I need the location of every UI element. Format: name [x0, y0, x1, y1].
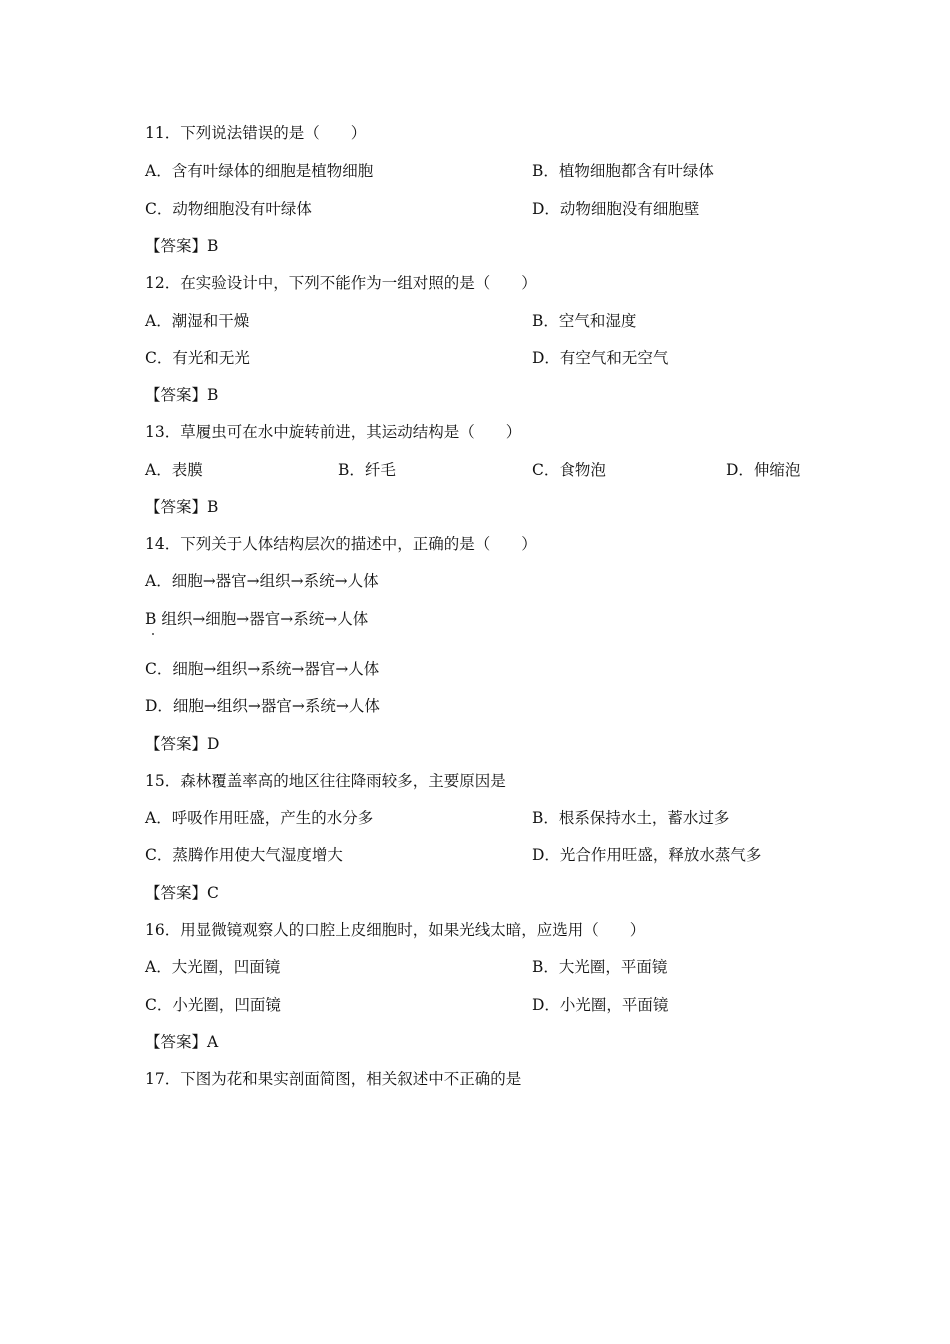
question-13-stem: 13．草履虫可在水中旋转前进，其运动结构是（ ） [145, 423, 522, 441]
question-16-answer: 【答案】A [145, 1033, 219, 1051]
question-12-option-c: C．有光和无光 [145, 349, 250, 367]
question-13-option-c: C．食物泡 [532, 461, 606, 479]
question-14-option-a: A．细胞→器官→组织→系统→人体 [145, 572, 379, 590]
question-11-option-a: A．含有叶绿体的细胞是植物细胞 [145, 162, 374, 180]
stray-mark [152, 633, 154, 635]
question-12-option-a: A．潮湿和干燥 [145, 312, 250, 330]
question-13-answer: 【答案】B [145, 498, 219, 516]
question-14-option-b: B 组织→细胞→器官→系统→人体 [145, 610, 369, 628]
question-16-option-b: B．大光圈，平面镜 [532, 958, 668, 976]
question-16-stem: 16．用显微镜观察人的口腔上皮细胞时，如果光线太暗，应选用（ ） [145, 921, 646, 939]
question-15-option-d: D．光合作用旺盛，释放水蒸气多 [532, 846, 762, 864]
question-12-option-d: D．有空气和无空气 [532, 349, 669, 367]
question-14-option-d: D．细胞→组织→器官→系统→人体 [145, 697, 380, 715]
question-11-option-d: D．动物细胞没有细胞壁 [532, 200, 700, 218]
question-12-option-b: B．空气和湿度 [532, 312, 637, 330]
question-15-stem: 15．森林覆盖率高的地区往往降雨较多，主要原因是 [145, 772, 506, 790]
question-15-answer: 【答案】C [145, 884, 219, 902]
question-12-stem: 12．在实验设计中，下列不能作为一组对照的是（ ） [145, 274, 537, 292]
question-12-answer: 【答案】B [145, 386, 219, 404]
question-16-option-a: A．大光圈，凹面镜 [145, 958, 281, 976]
question-13-option-b: B．纤毛 [338, 461, 396, 479]
question-15-option-a: A．呼吸作用旺盛，产生的水分多 [145, 809, 374, 827]
question-16-option-d: D．小光圈，平面镜 [532, 996, 669, 1014]
question-16-option-c: C．小光圈，凹面镜 [145, 996, 281, 1014]
question-14-stem: 14．下列关于人体结构层次的描述中，正确的是（ ） [145, 535, 537, 553]
question-11-option-b: B．植物细胞都含有叶绿体 [532, 162, 714, 180]
question-15-option-c: C．蒸腾作用使大气湿度增大 [145, 846, 343, 864]
question-11-answer: 【答案】B [145, 237, 219, 255]
question-14-option-c: C．细胞→组织→系统→器官→人体 [145, 660, 380, 678]
question-11-stem: 11．下列说法错误的是（ ） [145, 124, 367, 142]
question-13-option-d: D．伸缩泡 [726, 461, 801, 479]
question-17-stem: 17．下图为花和果实剖面简图，相关叙述中不正确的是 [145, 1070, 522, 1088]
question-14-answer: 【答案】D [145, 735, 220, 753]
question-11-option-c: C．动物细胞没有叶绿体 [145, 200, 312, 218]
question-13-option-a: A．表膜 [145, 461, 203, 479]
question-15-option-b: B．根系保持水土，蓄水过多 [532, 809, 730, 827]
